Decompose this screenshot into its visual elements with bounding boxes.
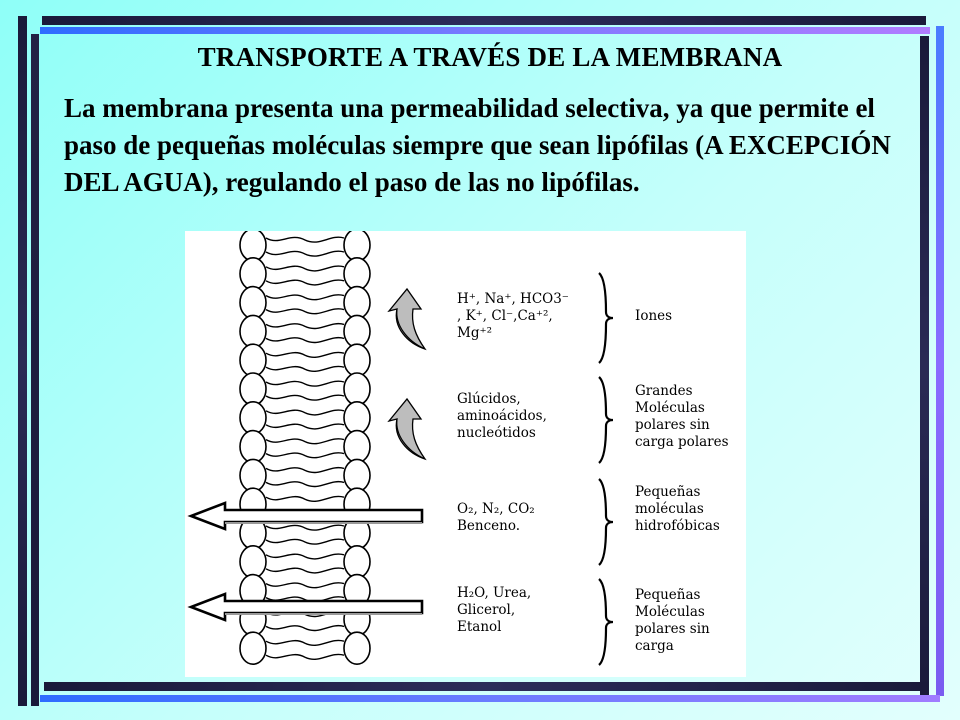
tail-lower bbox=[266, 654, 344, 659]
tail-lower bbox=[266, 280, 344, 285]
group-1-line-1: H⁺, Na⁺, HCO3⁻ bbox=[457, 291, 569, 307]
tail-upper bbox=[266, 381, 344, 386]
head-left bbox=[240, 315, 266, 347]
tail-upper bbox=[266, 525, 344, 530]
head-right bbox=[344, 402, 370, 434]
tail-lower bbox=[266, 539, 344, 544]
tail-lower bbox=[266, 626, 344, 631]
frame-left-inner-bar bbox=[31, 34, 39, 706]
head-right bbox=[344, 231, 370, 261]
group-1-line-3: Mg⁺² bbox=[457, 325, 493, 341]
group-4-line-3: Etanol bbox=[457, 619, 502, 635]
tail-upper bbox=[266, 554, 344, 559]
frame-bottom-dark-bar bbox=[44, 682, 928, 691]
head-left bbox=[240, 344, 266, 376]
group-3-category: Pequeñas moléculas hidrofóbicas bbox=[635, 484, 720, 534]
group-2-molecules bbox=[457, 391, 547, 442]
straight-arrow-shape bbox=[191, 594, 422, 620]
tail-upper bbox=[266, 468, 344, 473]
head-left bbox=[240, 546, 266, 578]
frame-bottom-blue-bar bbox=[40, 695, 940, 702]
group-2-line-1: Glúcidos, bbox=[457, 391, 521, 407]
head-left bbox=[240, 459, 266, 491]
tail-lower bbox=[266, 395, 344, 400]
tail-upper bbox=[266, 583, 344, 588]
group-2-category: Grandes Moléculas polares sin carga polares bbox=[635, 383, 729, 450]
tail-lower bbox=[266, 309, 344, 314]
lipid-bilayer bbox=[240, 231, 370, 664]
head-left bbox=[240, 231, 266, 261]
head-right bbox=[344, 431, 370, 463]
straight-arrow-hydrophobic bbox=[191, 503, 422, 529]
group-3-line-2: Benceno. bbox=[457, 518, 521, 534]
head-right bbox=[344, 459, 370, 491]
group-1-category: Iones bbox=[635, 308, 673, 324]
head-right bbox=[344, 632, 370, 664]
group-3-molecules bbox=[457, 501, 535, 535]
head-left bbox=[240, 258, 266, 290]
slide-title: TRANSPORTE A TRAVÉS DE LA MEMBRANA bbox=[197, 42, 783, 72]
straight-arrow-shape bbox=[191, 503, 422, 529]
group-1-molecules bbox=[457, 291, 569, 342]
head-left bbox=[240, 287, 266, 319]
tail-upper bbox=[266, 266, 344, 271]
tail-lower bbox=[266, 453, 344, 458]
frame-right-blue-bar bbox=[936, 26, 944, 696]
group-4-category: Pequeñas Moléculas polares sin carga bbox=[635, 587, 710, 654]
tail-lower bbox=[266, 251, 344, 256]
head-left bbox=[240, 431, 266, 463]
group-3-line-1: O₂, N₂, CO₂ bbox=[457, 501, 535, 517]
group-4-line-2: Glicerol, bbox=[457, 602, 516, 618]
straight-arrow-polar-small bbox=[191, 594, 422, 620]
tail-lower bbox=[266, 568, 344, 573]
tail-lower bbox=[266, 482, 344, 487]
head-right bbox=[344, 344, 370, 376]
tail-upper bbox=[266, 410, 344, 415]
membrane-transport-figure bbox=[185, 231, 746, 677]
tail-lower bbox=[266, 338, 344, 343]
group-2-line-2: aminoácidos, bbox=[457, 408, 547, 424]
tail-lower bbox=[266, 424, 344, 429]
slide-paragraph: La membrana presenta una permeabilidad selectiva, ya que permite el paso de pequeñas moléculas siempre que sean lipófilas (A EXCEPCIÓN DEL AGUA), regulando el paso de las no lipófilas. bbox=[64, 93, 891, 197]
head-left bbox=[240, 632, 266, 664]
category-braces bbox=[599, 273, 613, 665]
tail-upper bbox=[266, 640, 344, 645]
head-left bbox=[240, 373, 266, 405]
head-left bbox=[240, 402, 266, 434]
head-right bbox=[344, 546, 370, 578]
frame-top-blue-bar bbox=[40, 27, 930, 34]
brace-hydrophobic bbox=[599, 479, 613, 565]
head-right bbox=[344, 373, 370, 405]
head-right bbox=[344, 258, 370, 290]
tail-lower bbox=[266, 366, 344, 371]
curved-arrow-body bbox=[389, 399, 425, 459]
brace-polar-small bbox=[599, 579, 613, 665]
group-1-line-2: , K⁺, Cl⁻,Ca⁺², bbox=[457, 308, 553, 324]
curved-arrow-body bbox=[389, 289, 425, 349]
frame-left-dark-bar bbox=[18, 16, 27, 706]
frame-top-dark-bar bbox=[42, 16, 926, 25]
head-right bbox=[344, 315, 370, 347]
brace-ions bbox=[599, 273, 613, 363]
group-4-molecules bbox=[457, 585, 531, 636]
tail-upper bbox=[266, 295, 344, 300]
transport-arrows bbox=[191, 283, 425, 620]
tail-upper bbox=[266, 439, 344, 444]
group-2-line-3: nucleótidos bbox=[457, 425, 536, 441]
tail-upper bbox=[266, 237, 344, 242]
tail-upper bbox=[266, 496, 344, 501]
frame-right-dark-bar bbox=[920, 36, 929, 696]
group-4-line-1: H₂O, Urea, bbox=[457, 585, 532, 601]
tail-upper bbox=[266, 352, 344, 357]
head-right bbox=[344, 287, 370, 319]
curved-arrow-large-molecules bbox=[389, 399, 425, 459]
brace-large-molecules bbox=[599, 377, 613, 463]
curved-arrow-ions bbox=[389, 289, 425, 349]
tail-upper bbox=[266, 324, 344, 329]
